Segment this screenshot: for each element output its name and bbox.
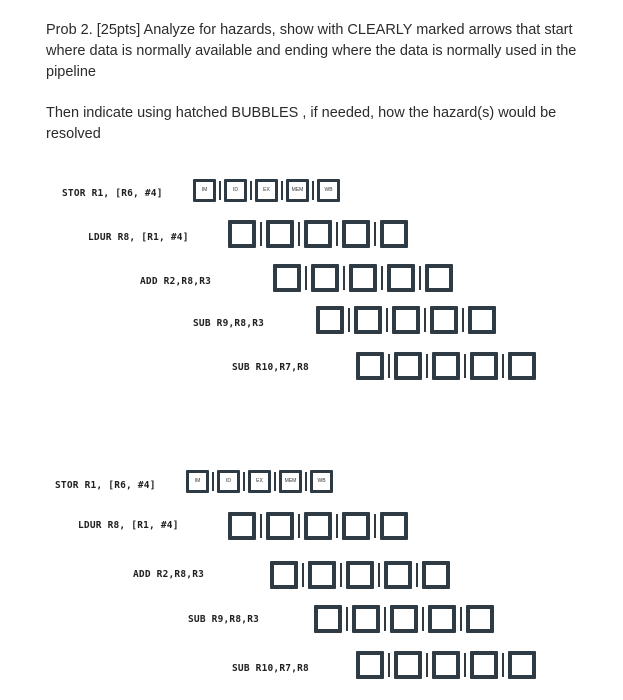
stage-box [228,220,256,248]
instr-bottom-5: SUB R10,R7,R8 [232,663,309,674]
pipeline-register [426,653,428,677]
stage-box [466,605,494,633]
pipeline-register [419,266,421,290]
pipeline-register [336,222,338,246]
stage-box [422,561,450,589]
problem-text-2: Then indicate using hatched BUBBLES , if needed, how the hazard(s) would be resolved [46,105,557,142]
pipeline-register [281,181,283,200]
stage-box [356,352,384,380]
instr-bottom-2: LDUR R8, [R1, #4] [78,520,179,531]
pipeline-register [336,514,338,538]
pipeline-bottom-1 [186,470,333,493]
pipeline-register [388,354,390,378]
stage-box [468,306,496,334]
stage-box [270,561,298,589]
stage-wb: WB [317,179,340,202]
stage-box [392,306,420,334]
stage-box [508,352,536,380]
pipeline-register [462,308,464,332]
stage-box [387,264,415,292]
stage-box [266,220,294,248]
pipeline-register [464,354,466,378]
pipeline-register [212,472,214,491]
instr-top-5: SUB R10,R7,R8 [232,362,309,373]
pipeline-register [298,514,300,538]
stage-box [380,512,408,540]
pipeline-register [346,607,348,631]
pipeline-bottom-3 [270,561,450,589]
pipeline-register [384,607,386,631]
pipeline-register [219,181,221,200]
pipeline-register [378,563,380,587]
stage-box [470,352,498,380]
stage-im: IM [193,179,216,202]
pipeline-top-1 [193,179,340,202]
pipeline-register [343,266,345,290]
stage-box [316,306,344,334]
stage-mem: MEM [279,470,302,493]
pipeline-register [243,472,245,491]
stage-box [390,605,418,633]
stage-box [308,561,336,589]
pipeline-register [374,222,376,246]
stage-box [346,561,374,589]
pipeline-register [305,266,307,290]
stage-box [354,306,382,334]
pipeline-register [260,222,262,246]
pipeline-register [374,514,376,538]
pipeline-register [502,653,504,677]
stage-box [430,306,458,334]
pipeline-register [502,354,504,378]
stage-box [273,264,301,292]
stage-im: IM [186,470,209,493]
stage-box [432,352,460,380]
pipeline-register [250,181,252,200]
stage-box [228,512,256,540]
stage-box [342,512,370,540]
stage-id: ID [224,179,247,202]
instr-top-2: LDUR R8, [R1, #4] [88,232,189,243]
pipeline-top-4 [316,306,496,334]
stage-box [356,651,384,679]
pipeline-register [305,472,307,491]
pipeline-bottom-4 [314,605,494,633]
stage-box [470,651,498,679]
stage-box [266,512,294,540]
pipeline-register [424,308,426,332]
pipeline-register [340,563,342,587]
stage-box [508,651,536,679]
instr-bottom-1: STOR R1, [R6, #4] [55,480,156,491]
instr-top-1: STOR R1, [R6, #4] [62,188,163,199]
pipeline-register [464,653,466,677]
stage-box [352,605,380,633]
pipeline-register [348,308,350,332]
pipeline-register [381,266,383,290]
stage-box [380,220,408,248]
pipeline-register [260,514,262,538]
pipeline-register [298,222,300,246]
pipeline-register [274,472,276,491]
stage-box [394,352,422,380]
stage-box [394,651,422,679]
pipeline-register [312,181,314,200]
instr-bottom-4: SUB R9,R8,R3 [188,614,260,625]
stage-box [432,651,460,679]
stage-box [311,264,339,292]
instr-top-4: SUB R9,R8,R3 [193,318,265,329]
stage-id: ID [217,470,240,493]
pipeline-bottom-5 [356,651,536,679]
stage-box [314,605,342,633]
problem-text-1: Prob 2. [25pts] Analyze for hazards, show with CLEARLY marked arrows that start where data is normally available and ending where the data is normally used in the pipeline [46,22,577,80]
stage-mem: MEM [286,179,309,202]
pipeline-register [386,308,388,332]
pipeline-register [460,607,462,631]
instr-top-3: ADD R2,R8,R3 [140,276,212,287]
stage-box [425,264,453,292]
pipeline-top-3 [273,264,453,292]
stage-wb: WB [310,470,333,493]
pipeline-bottom-2 [228,512,408,540]
stage-box [342,220,370,248]
instr-bottom-3: ADD R2,R8,R3 [133,569,205,580]
pipeline-top-2 [228,220,408,248]
pipeline-register [302,563,304,587]
stage-box [428,605,456,633]
pipeline-register [426,354,428,378]
stage-ex: EX [255,179,278,202]
pipeline-register [422,607,424,631]
pipeline-top-5 [356,352,536,380]
pipeline-register [388,653,390,677]
stage-box [349,264,377,292]
pipeline-register [416,563,418,587]
stage-box [384,561,412,589]
stage-box [304,512,332,540]
stage-box [304,220,332,248]
stage-ex: EX [248,470,271,493]
